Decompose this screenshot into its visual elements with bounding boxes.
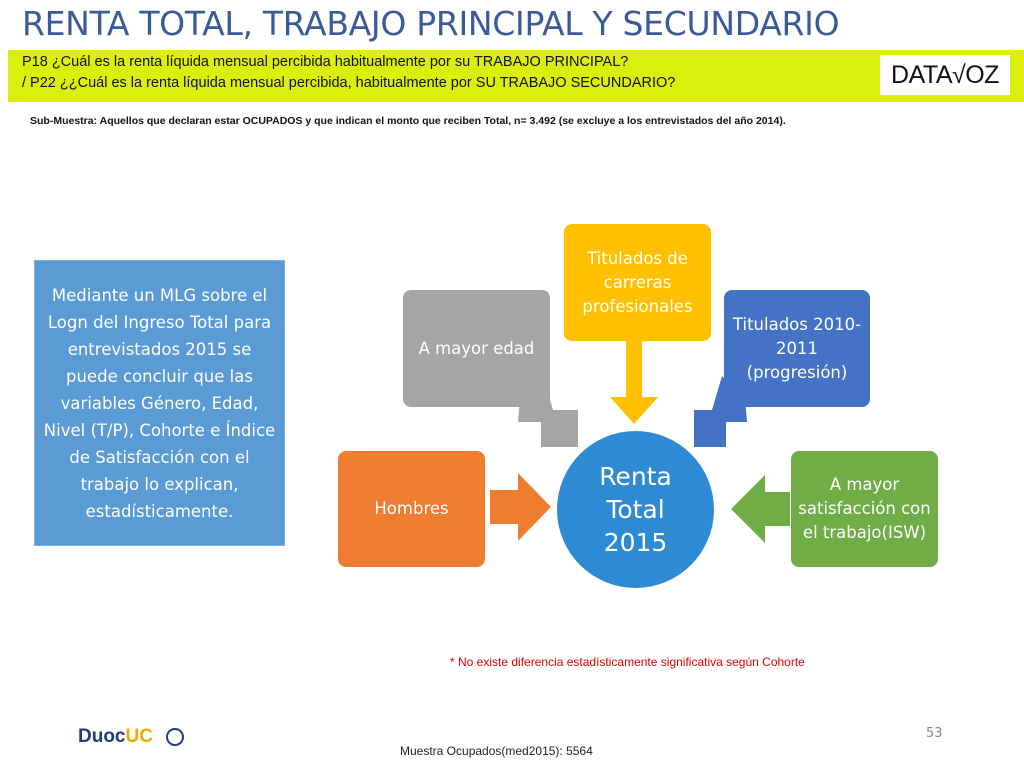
subsample-note: Sub-Muestra: Aquellos que declaran estar OCUPADOS y que indican el monto que reciben Total, n= 3.492 (se excluye a los entrevistados del año 2014). xyxy=(30,115,786,127)
cohorte-note: * No existe diferencia estadísticamente significativa según Cohorte xyxy=(450,655,805,669)
center-label: Renta Total 2015 xyxy=(599,462,672,557)
datavoz-logo-text: DATA√OZ xyxy=(891,61,999,89)
center-renta-total xyxy=(557,431,714,588)
question-principal: P18 ¿Cuál es la renta líquida mensual percibida habitualmente por su TRABAJO PRINCIPAL? xyxy=(22,54,629,70)
arrow-isw xyxy=(731,475,790,543)
duocuc-logo-text: DuocUC xyxy=(78,726,153,747)
node-titulados-cohorte: Titulados 2010-2011 (progresión) xyxy=(724,290,870,407)
node-satisfaccion-isw: A mayor satisfacción con el trabajo(ISW) xyxy=(791,451,938,567)
question-secundario: / P22 ¿¿Cuál es la renta líquida mensual percibida, habitualmente por SU TRABAJO SECUNDARIO? xyxy=(22,75,676,91)
duocuc-seal-icon xyxy=(166,728,184,746)
arrow-titulados xyxy=(610,341,658,424)
arrow-hombres xyxy=(490,473,551,541)
summary-text: Mediante un MLG sobre el Logn del Ingreso Total para entrevistados 2015 se puede concluir que las variables Género, Edad, Nivel (T/P), Cohorte e Índice de Satisfacción con el trabajo lo explican, estadísticamente. xyxy=(43,285,276,521)
duocuc-logo xyxy=(72,721,186,753)
sample-footer: Muestra Ocupados(med2015): 5564 xyxy=(400,744,593,758)
node-mayor-edad: A mayor edad xyxy=(403,290,550,407)
page-title: RENTA TOTAL, TRABAJO PRINCIPAL Y SECUNDARIO xyxy=(22,4,840,43)
page-number: 53 xyxy=(926,726,943,741)
node-hombres: Hombres xyxy=(338,451,485,567)
node-titulados-profesionales: Titulados de carreras profesionales xyxy=(564,224,711,341)
